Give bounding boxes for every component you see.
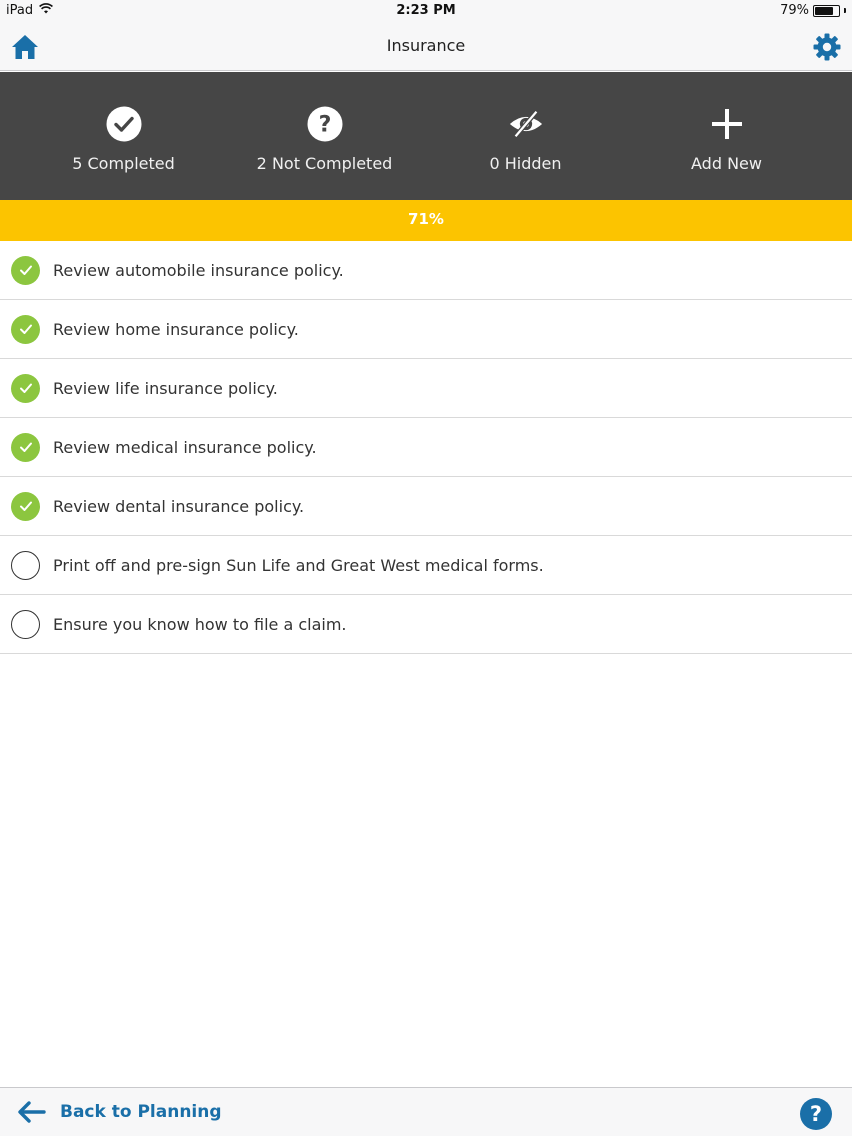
task-checkbox[interactable] (11, 492, 40, 521)
completed-label: 5 Completed (72, 154, 175, 173)
task-checkbox[interactable] (11, 315, 40, 344)
summary-bar (0, 72, 852, 200)
progress-bar (0, 200, 852, 241)
not-completed-filter[interactable] (224, 72, 425, 200)
battery-icon (813, 5, 840, 17)
task-checkbox[interactable] (11, 256, 40, 285)
checkmark-icon (18, 321, 34, 337)
task-text: Review dental insurance policy. (53, 496, 305, 516)
plus-icon (709, 106, 745, 142)
completed-filter[interactable] (23, 72, 224, 200)
gear-icon (812, 32, 842, 62)
not-completed-label: 2 Not Completed (256, 154, 393, 173)
svg-text:?: ? (318, 112, 331, 138)
battery-percent: 79% (780, 3, 809, 18)
task-row[interactable] (0, 359, 852, 418)
back-label: Back to Planning (60, 1102, 222, 1122)
task-row[interactable] (0, 300, 852, 359)
add-new-button[interactable] (626, 72, 827, 200)
battery-fill (815, 7, 833, 15)
checkmark-icon (18, 380, 34, 396)
checkmark-icon (18, 498, 34, 514)
task-checkbox[interactable] (11, 374, 40, 403)
bottom-bar (0, 1087, 852, 1136)
nav-bar (0, 22, 852, 71)
task-text: Review medical insurance policy. (53, 437, 317, 457)
status-right (780, 3, 846, 18)
arrow-left-icon (18, 1101, 46, 1123)
task-text: Print off and pre-sign Sun Life and Great West medical forms. (53, 555, 544, 575)
task-checkbox[interactable] (11, 551, 40, 580)
eye-slash-icon (508, 106, 544, 142)
settings-button[interactable] (812, 32, 842, 62)
task-list (0, 241, 852, 654)
add-new-label: Add New (691, 154, 762, 173)
task-row[interactable] (0, 241, 852, 300)
task-row[interactable] (0, 595, 852, 654)
help-button[interactable] (800, 1098, 832, 1130)
battery-tip (844, 8, 846, 13)
status-time: 2:23 PM (396, 3, 456, 18)
back-to-planning-button[interactable] (18, 1101, 222, 1123)
task-row[interactable] (0, 418, 852, 477)
help-icon: ? (809, 1102, 823, 1126)
task-text: Ensure you know how to file a claim. (53, 614, 347, 634)
progress-percent: 71% (408, 210, 444, 228)
status-bar (0, 0, 852, 22)
hidden-filter[interactable] (425, 72, 626, 200)
task-text: Review home insurance policy. (53, 319, 299, 339)
task-text: Review automobile insurance policy. (53, 260, 344, 280)
task-checkbox[interactable] (11, 433, 40, 462)
checkmark-icon (18, 439, 34, 455)
task-row[interactable] (0, 536, 852, 595)
page-title: Insurance (386, 36, 466, 55)
task-row[interactable] (0, 477, 852, 536)
question-circle-icon (307, 106, 343, 142)
checkmark-circle-icon (106, 106, 142, 142)
task-checkbox[interactable] (11, 610, 40, 639)
task-text: Review life insurance policy. (53, 378, 278, 398)
hidden-label: 0 Hidden (489, 154, 562, 173)
device-name: iPad (6, 3, 34, 18)
checkmark-icon (18, 262, 34, 278)
